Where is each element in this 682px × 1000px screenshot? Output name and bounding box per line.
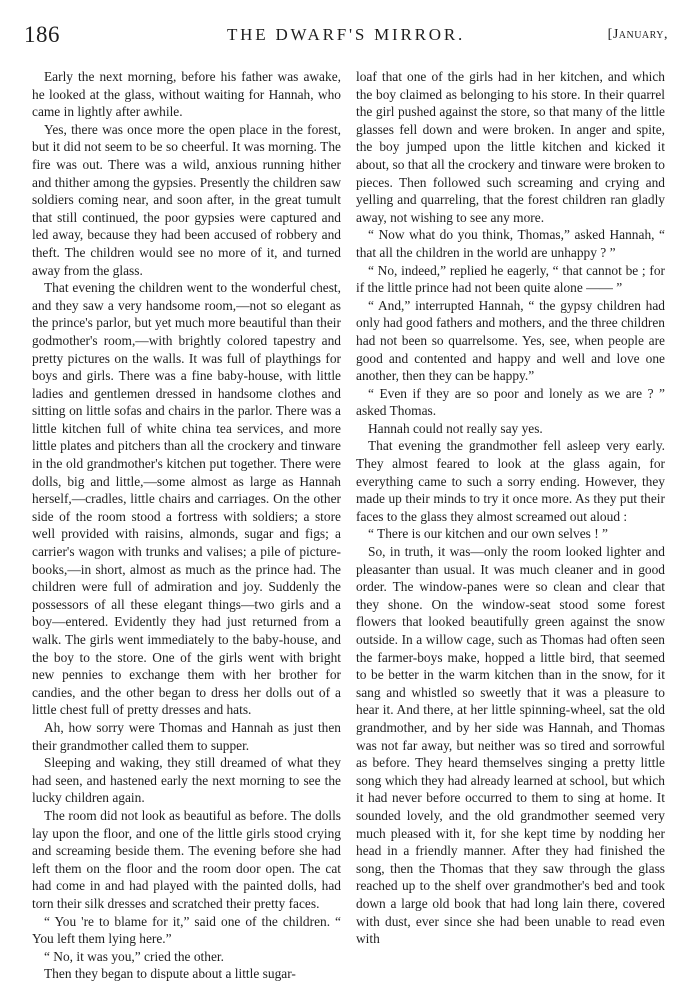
paragraph: Sleeping and waking, they still dreamed of what they had seen, and hastened early the next morning to see the lucky children again. <box>32 755 341 806</box>
running-date: [January, <box>607 27 668 42</box>
running-header <box>24 22 668 50</box>
paragraph: Early the next morning, before his father was awake, he looked at the glass, without waiting for Hannah, who came in lightly after awhile. <box>32 69 341 120</box>
paragraph: “ You 're to blame for it,” said one of the children. “ You left them lying here.” <box>32 913 341 947</box>
paragraph: So, in truth, it was—only the room looked lighter and pleasanter than usual. It was much cleaner and in good order. The window-panes were so clean and clear that they shone. On the window-seat stood some forest flowers that looked beautifully green against the snow outside. In a willow cage, such as Thomas had often seen the farmer-boys make, hopped a little bird, that seemed to be better in the warm kitchen than in the snow, for it sang and whistled so sweetly that it was a pleasure to hear it. And there, at her little spinning-wheel, sat the old grandmother, and by her side was Hannah, and Thomas was not far away, but neither was so tired and sorrowful as before. They heard themselves singing a pretty little song which they had already learned at school, but which it had never before occurred to them to sing at home. It sounded lovely, and the old grandmother seemed very much pleased with it, for she kept time by nodding her head in a friendly manner. After they had finished the song, then the Thomas that they saw through the glass reached up to the shelf over grandmother's bed and took down a large old book that had long lain there, covered with dust, ever since she had been unable to read even with <box>356 544 665 947</box>
paragraph: Then they began to dispute about a little sugar- <box>44 966 296 982</box>
paragraph-continued: loaf that one of the girls had in her kitchen, and which the boy claimed as belonging to his store. In their quarrel the girl pushed against the store, so that many of the little glasses fell down and were broken. In anger and spite, the boy jumped upon the little kitchen and kicked it about, so that all the crockery and tinware were broken to pieces. Then followed such screaming and crying and yelling and quarreling, that the forest children ran gladly away, not wishing to see any more. <box>356 69 665 225</box>
paragraph: Ah, how sorry were Thomas and Hannah as just then their grandmother called them to supper. <box>32 719 341 753</box>
page-number: 186 <box>24 22 60 47</box>
right-column <box>356 68 665 948</box>
paragraph: “ Now what do you think, Thomas,” asked Hannah, “ that all the children in the world are unhappy ? ” <box>356 227 665 260</box>
running-title: THE DWARF'S MIRROR. <box>226 25 466 44</box>
paragraph: “ No, it was you,” cried the other. <box>44 948 224 964</box>
paragraph: The room did not look as beautiful as before. The dolls lay upon the floor, and one of the little girls stood crying and screaming beside them. The evening before she had left them on the floor and the room door open. The cat had come in and had played with the painted dolls, had torn their silk dresses and scratched their pretty faces. <box>32 807 341 911</box>
paragraph: “ No, indeed,” replied he eagerly, “ that cannot be ; for if the little prince had not been quite alone —— ” <box>356 262 665 296</box>
left-column <box>32 68 341 983</box>
paragraph: “ There is our kitchen and our own selves ! ” <box>368 526 608 542</box>
paragraph: “ And,” interrupted Hannah, “ the gypsy children had only had good fathers and mothers, and the three children had not been so quarrelsome. Yes, see, when people are good and contented and happy and well and love one another, then they can be happy.” <box>356 297 665 384</box>
paragraph: Yes, there was once more the open place in the forest, but it did not seem to be so cheerful. It was morning. The fire was out. There was a wild, anxious running hither and thither among the gypsies. Presently the children saw soldiers coming near, and soon after, in the great tumult that still continued, the poor gypsies were captured and led away, because they had been accused of robbery and theft. The children would see no more of it, and turned away from the glass. <box>32 121 341 278</box>
paragraph: That evening the children went to the wonderful chest, and they saw a very handsome room,—not so elegant as the prince's parlor, but yet much more beautiful than their godmother's room,—with brightly colored tapestry and pretty pictures on the walls. It was full of playthings for boys and girls. There was a fine baby-house, with little ladies and gentlemen dressed in handsome clothes and sitting on little sofas and chairs in the parlor. There was a little kitchen full of white china tea services, and more little plates and pitchers than all the crockery and tinware in the old grandmother's kitchen put together. There were dolls, big and little,—some almost as large as Hannah herself,—cradles, little chairs and carriages. On the other side of the room stood a fortress with soldiers; a store well provided with raisins, almonds, sugar and figs; a carrier's wagon with trunks and valises; a pile of picture-books,—in short, almost as much as the prince had. The children were full of admiration and joy. Suddenly the possessors of all these elegant things—two girls and a boy—entered. Evidently they had just returned from a walk. The girls went immediately to the baby-house, and the boy to the store. One of the girls went with bright new pennies to exchange them with her brother for candies, and the other began to dress her dolls out of a little chest full of pretty dresses and hats. <box>32 280 341 718</box>
paragraph: Hannah could not really say yes. <box>368 420 543 436</box>
paragraph: That evening the grandmother fell asleep very early. They almost feared to look at the glass again, for everything came to such a sorry ending. However, they made up their minds to try it once more. As they put their faces to the glass they almost screamed out aloud : <box>356 438 665 524</box>
paragraph: “ Even if they are so poor and lonely as we are ? ” asked Thomas. <box>356 385 665 419</box>
